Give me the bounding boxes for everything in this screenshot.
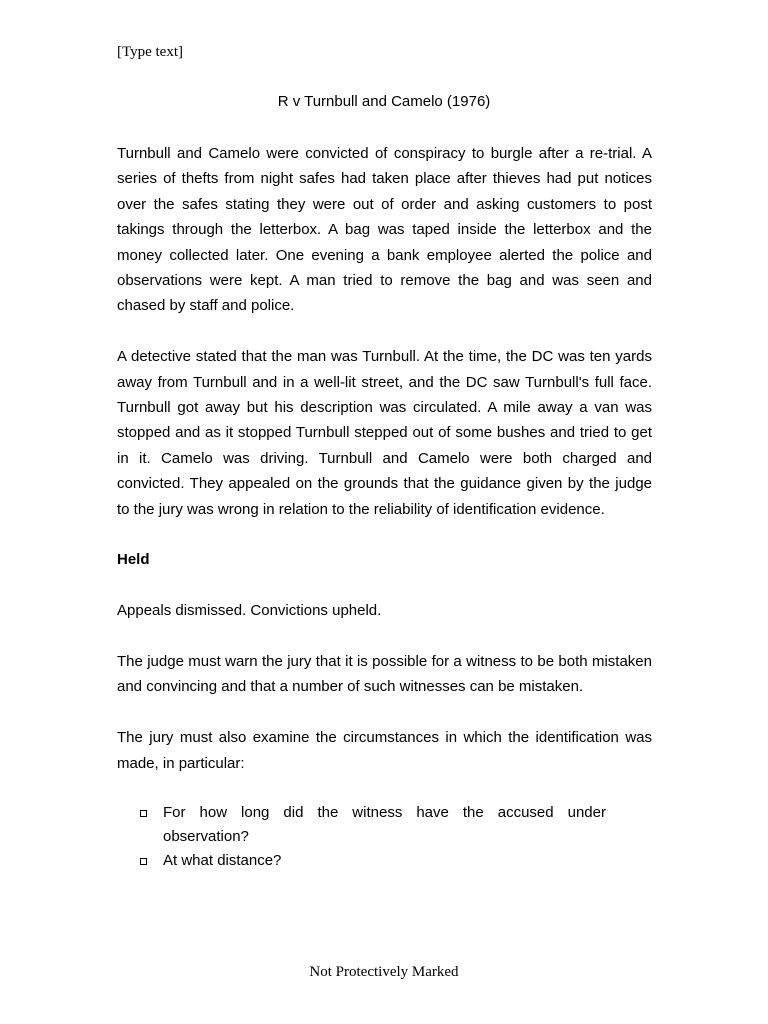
circumstances-list — [117, 801, 652, 873]
held-heading: Held — [117, 551, 150, 569]
paragraph-warning: The judge must warn the jury that it is possible for a witness to be both mistaken and convincing and that a number of such witnesses can be mistaken. — [117, 653, 652, 696]
list-item — [117, 849, 606, 873]
document-body — [117, 141, 652, 873]
list-item-text: At what distance? — [163, 852, 282, 870]
page-footer-text: Not Protectively Marked — [309, 964, 459, 980]
paragraph-identification: A detective stated that the man was Turnbull. At the time, the DC was ten yards away from Turnbull and in a well-lit street, and the DC saw Turnbull's full face. Turnbull got away but his description was circulated. A mile away a van was stopped and as it stopped Turnbull stepped out of some bushes and tried to get in it. Camelo was driving. Turnbull and Camelo were both charged and convicted. They appealed on the grounds that the guidance given by the judge to the jury was wrong in relation to the reliability of identification evidence. — [117, 348, 652, 518]
page-header-text: [Type text] — [117, 44, 184, 60]
list-item-text: For how long did the witness have the accused under observation? — [163, 804, 606, 846]
paragraph-circumstances: The jury must also examine the circumstances in which the identification was made, in particular: — [117, 729, 652, 772]
paragraph-outcome: Appeals dismissed. Convictions upheld. — [117, 602, 382, 620]
document-title: R v Turnbull and Camelo (1976) — [277, 93, 491, 110]
list-item — [117, 801, 606, 849]
square-bullet-icon — [140, 858, 147, 865]
paragraph-facts: Turnbull and Camelo were convicted of conspiracy to burgle after a re-trial. A series of thefts from night safes had taken place after thieves had put notices over the safes stating they were out of order and asking customers to post takings through the letterbox. A bag was taped inside the letterbox and the money collected later. One evening a bank employee alerted the police and observations were kept. A man tried to remove the bag and was seen and chased by staff and police. — [117, 145, 652, 315]
square-bullet-icon — [140, 810, 147, 817]
